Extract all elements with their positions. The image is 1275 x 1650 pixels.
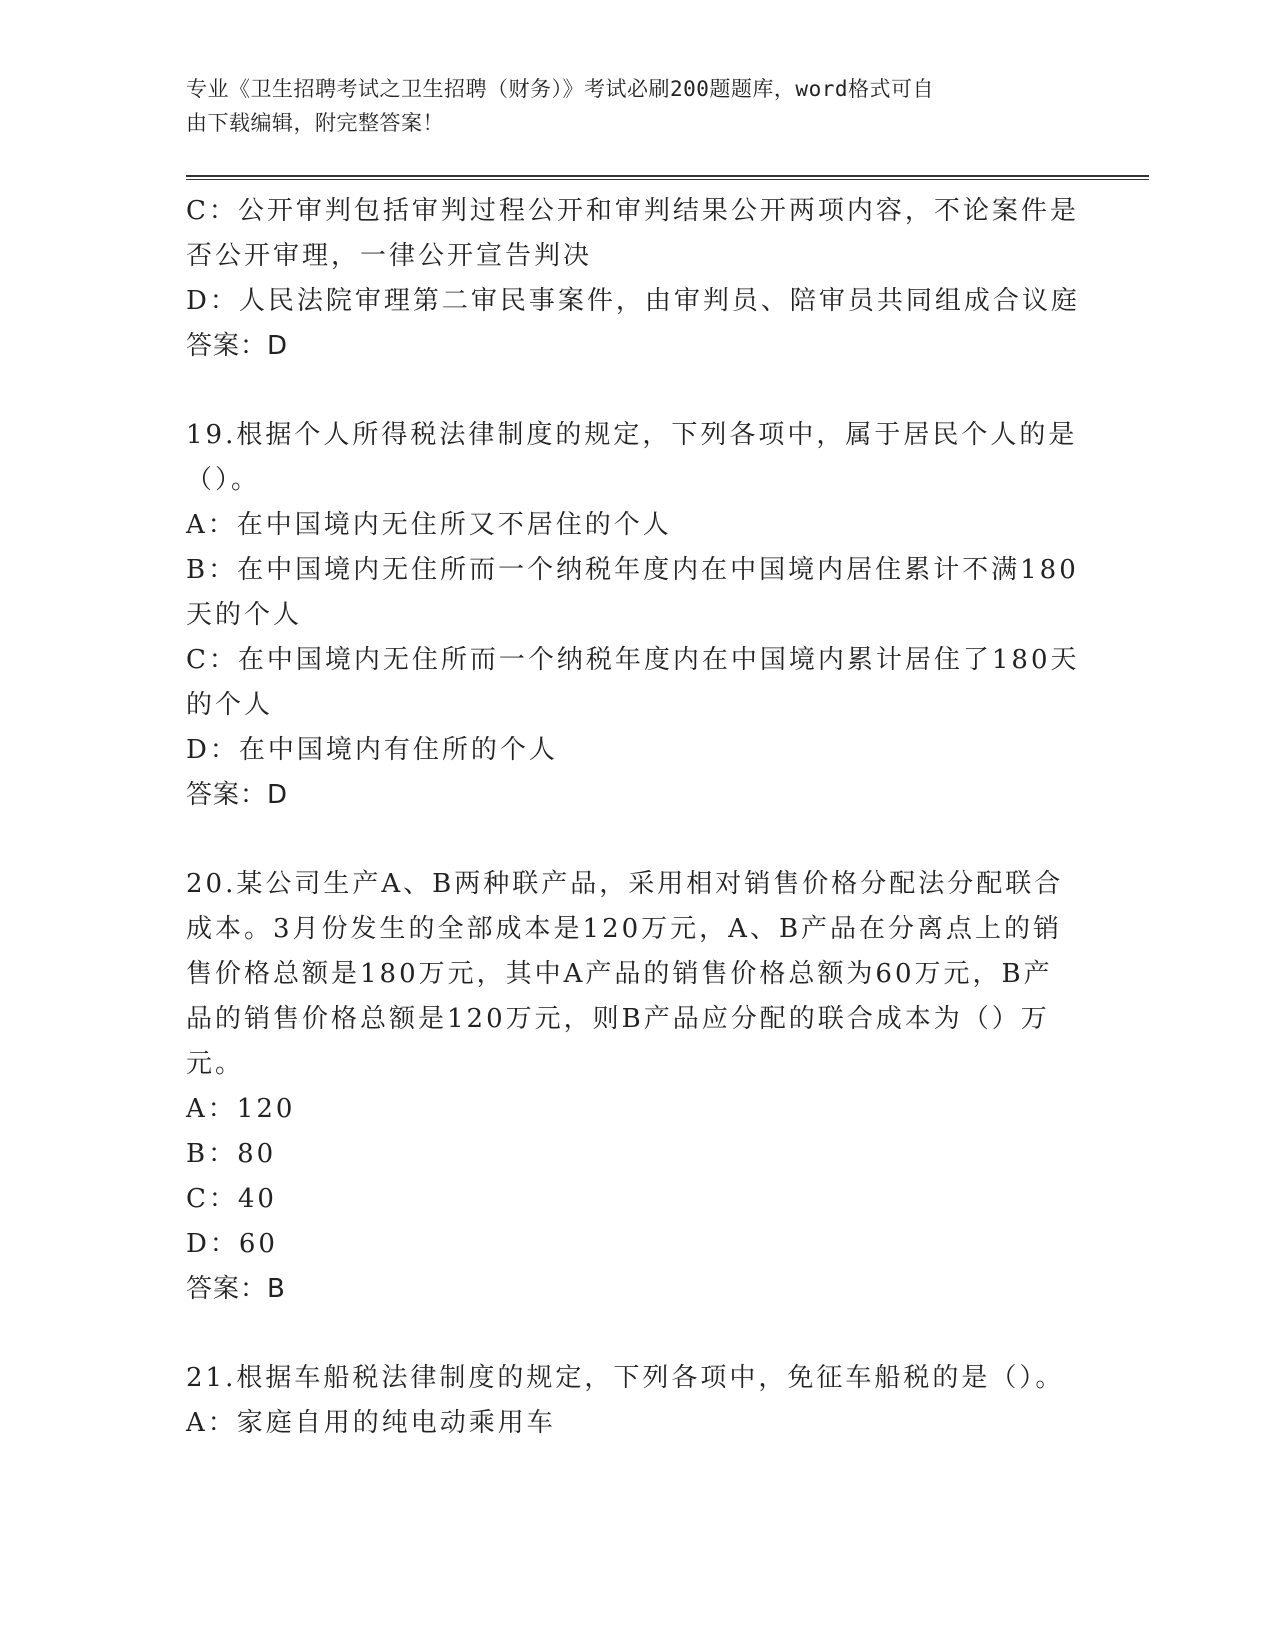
q19-answer: 答案：D <box>186 780 289 810</box>
header-line-1: 专业《卫生招聘考试之卫生招聘（财务）》考试必刷200题题库，word格式可自 <box>186 77 934 101</box>
q18-option-d: D：人民法院审理第二审民事案件，由审判员、陪审员共同组成合议庭 <box>186 286 1080 316</box>
q19-option-c-line-1: C：在中国境内无住所而一个纳税年度内在中国境内累计居住了180天 <box>186 645 1080 675</box>
q19-stem-line-1: 19.根据个人所得税法律制度的规定，下列各项中，属于居民个人的是 <box>186 420 1078 450</box>
spacer <box>186 369 1076 413</box>
header-divider <box>186 175 1149 180</box>
q19-option-a: A：在中国境内无住所又不居住的个人 <box>186 510 672 540</box>
question-20 <box>186 862 1076 1312</box>
q19-option-b-line-2: 天的个人 <box>186 600 303 630</box>
q19-option-c-line-2: 的个人 <box>186 690 274 720</box>
spacer <box>186 818 1076 862</box>
q20-stem-line-3: 售价格总额是180万元，其中A产品的销售价格总额为60万元，B产 <box>186 959 1053 989</box>
spacer <box>186 1312 1076 1356</box>
q20-stem-line-4: 品的销售价格总额是120万元，则B产品应分配的联合成本为（）万 <box>186 1004 1050 1034</box>
q20-option-c: C：40 <box>186 1184 277 1214</box>
header-line-2: 由下载编辑，附完整答案！ <box>186 111 444 135</box>
q20-option-a: A：120 <box>186 1094 296 1124</box>
question-18 <box>186 189 1080 369</box>
question-content <box>186 189 1080 1446</box>
q18-answer: 答案：D <box>186 331 289 361</box>
q20-stem-line-2: 成本。3月份发生的全部成本是120万元，A、B产品在分离点上的销 <box>186 914 1063 944</box>
q18-option-c-line-1: C：公开审判包括审判过程公开和审判结果公开两项内容，不论案件是 <box>186 196 1079 226</box>
question-19 <box>186 413 1080 818</box>
q19-stem-line-2: （）。 <box>186 465 261 495</box>
q20-stem-line-1: 20.某公司生产A、B两种联产品，采用相对销售价格分配法分配联合 <box>186 869 1064 899</box>
q20-option-d: D：60 <box>186 1229 278 1259</box>
q21-option-a: A：家庭自用的纯电动乘用车 <box>186 1408 556 1438</box>
document-header <box>186 72 1066 140</box>
q19-option-d: D：在中国境内有住所的个人 <box>186 735 558 765</box>
q19-option-b-line-1: B：在中国境内无住所而一个纳税年度内在中国境内居住累计不满180 <box>186 555 1079 585</box>
q20-answer: 答案：B <box>186 1274 286 1304</box>
q20-stem-line-5: 元。 <box>186 1049 245 1079</box>
q20-option-b: B：80 <box>186 1139 277 1169</box>
q21-stem-line-1: 21.根据车船税法律制度的规定，下列各项中，免征车船税的是（）。 <box>186 1363 1065 1393</box>
q18-option-c-line-2: 否公开审理，一律公开宣告判决 <box>186 241 593 271</box>
question-21 <box>186 1356 1076 1446</box>
